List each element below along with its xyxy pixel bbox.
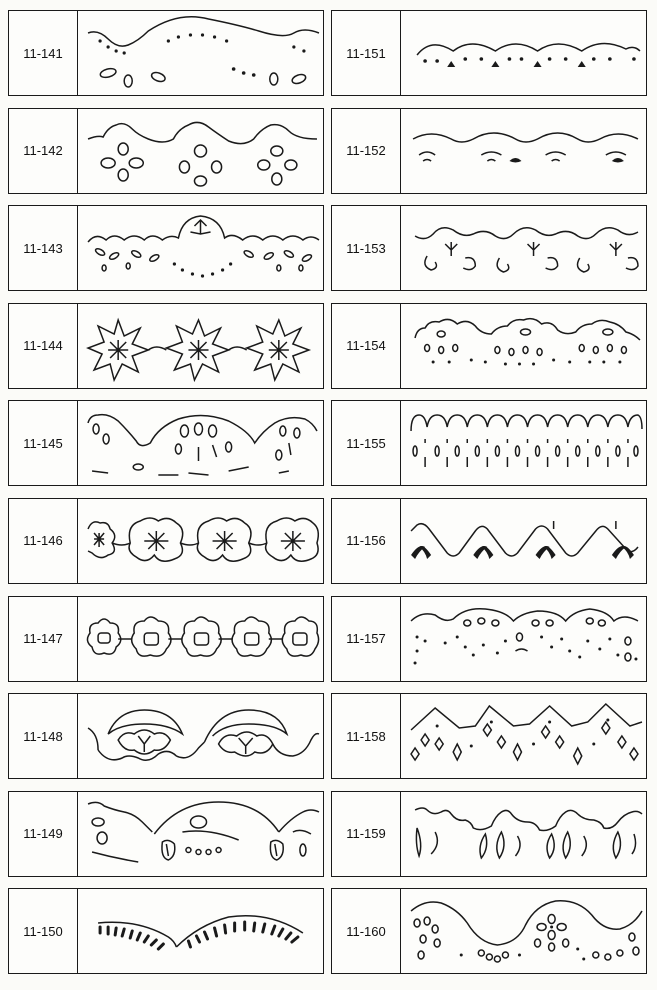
wide-scallop-eyelet-icon [78, 401, 323, 485]
pattern-code: 11-148 [9, 694, 78, 778]
curl-leaf-border-icon [401, 206, 646, 290]
pattern-card-11-156[interactable] [331, 498, 647, 584]
pattern-card-11-150[interactable] [8, 888, 324, 974]
pattern-card-11-142[interactable] [8, 108, 324, 194]
pattern-card-11-153[interactable] [331, 205, 647, 291]
pattern-card-11-149[interactable] [8, 791, 324, 877]
pattern-code: 11-155 [332, 401, 401, 485]
pattern-code: 11-144 [9, 304, 78, 388]
pattern-code: 11-146 [9, 499, 78, 583]
pattern-code: 11-149 [9, 792, 78, 876]
pattern-code: 11-156 [332, 499, 401, 583]
leaf-scallop-border-icon [78, 206, 323, 290]
tulip-scallop-border-icon [401, 792, 646, 876]
pattern-card-11-145[interactable] [8, 400, 324, 486]
pattern-code: 11-160 [332, 889, 401, 973]
scallop-eyelet-border-icon [78, 11, 323, 95]
pattern-code: 11-153 [332, 206, 401, 290]
pattern-card-11-154[interactable] [331, 303, 647, 389]
pattern-card-11-151[interactable] [331, 10, 647, 96]
butterfly-wing-border-icon [78, 792, 323, 876]
pattern-card-11-159[interactable] [331, 791, 647, 877]
flower-eyelet-border-icon [78, 109, 323, 193]
wave-flower-eyelet-icon [401, 889, 646, 973]
pattern-code: 11-142 [9, 109, 78, 193]
pansy-chain-icon [78, 499, 323, 583]
pattern-card-11-147[interactable] [8, 596, 324, 682]
triangle-diamond-border-icon [401, 694, 646, 778]
pattern-card-11-146[interactable] [8, 498, 324, 584]
pattern-code: 11-150 [9, 889, 78, 973]
pattern-card-11-143[interactable] [8, 205, 324, 291]
pattern-card-11-144[interactable] [8, 303, 324, 389]
zigzag-leaf-border-icon [401, 499, 646, 583]
pattern-code: 11-157 [332, 597, 401, 681]
pattern-card-11-155[interactable] [331, 400, 647, 486]
pattern-code: 11-151 [332, 11, 401, 95]
right-column [331, 10, 647, 986]
pattern-card-11-152[interactable] [331, 108, 647, 194]
scallop-arc-border-icon [401, 109, 646, 193]
pattern-code: 11-145 [9, 401, 78, 485]
pattern-code: 11-159 [332, 792, 401, 876]
pattern-card-11-157[interactable] [331, 596, 647, 682]
pattern-code: 11-141 [9, 11, 78, 95]
pattern-code: 11-152 [332, 109, 401, 193]
pattern-card-11-148[interactable] [8, 693, 324, 779]
pattern-card-11-141[interactable] [8, 10, 324, 96]
dotted-scallop-eyelet-icon [401, 597, 646, 681]
simple-scallop-dots-icon [401, 11, 646, 95]
pattern-card-11-160[interactable] [331, 888, 647, 974]
pansy-scroll-border-icon [78, 694, 323, 778]
pattern-card-11-158[interactable] [331, 693, 647, 779]
bubble-scallop-eyelet-icon [401, 304, 646, 388]
satin-stitch-scallop-icon [78, 889, 323, 973]
pattern-code: 11-147 [9, 597, 78, 681]
pattern-code: 11-143 [9, 206, 78, 290]
star-flower-chain-icon [78, 304, 323, 388]
loop-fringe-border-icon [401, 401, 646, 485]
pattern-code: 11-154 [332, 304, 401, 388]
pattern-code: 11-158 [332, 694, 401, 778]
small-flower-chain-icon [78, 597, 323, 681]
left-column [8, 10, 324, 986]
